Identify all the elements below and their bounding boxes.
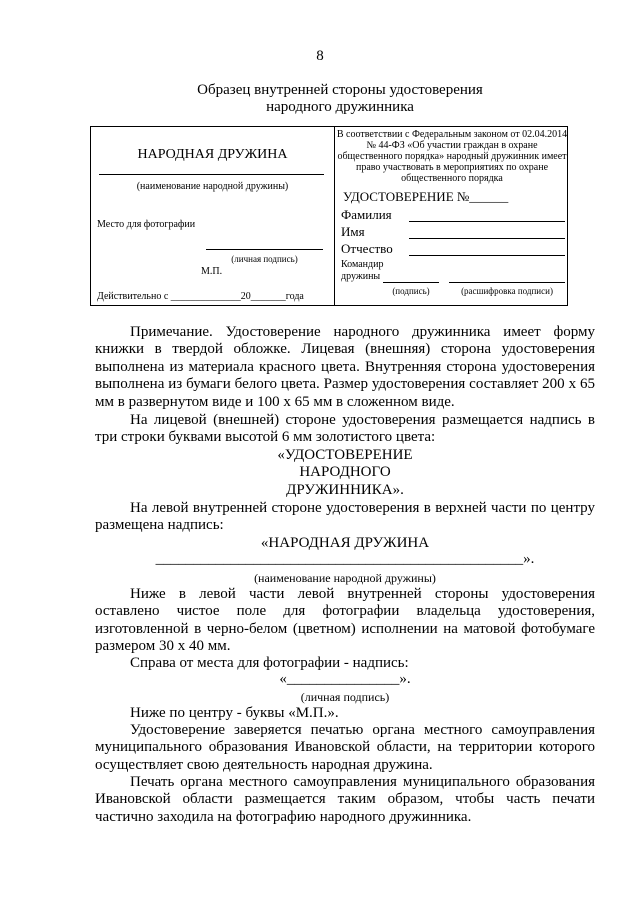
cert-surname-line <box>409 221 565 222</box>
cert-commander-signature-caption: (подпись) <box>392 286 430 296</box>
page-title-line-1: Образец внутренней стороны удостоверения <box>197 82 483 98</box>
paragraph-seal: Удостоверение заверяется печатью органа местного самоуправления муниципального образования Ивановской области, на территории которого осуществляет свою деятельность народная дружина. <box>95 722 595 773</box>
cert-stamp-place: М.П. <box>201 266 223 277</box>
paragraph-left-side: На левой внутренней стороне удостоверения в верхней части по центру размещена надпись: <box>95 500 595 534</box>
cert-valid-until: Действительно с ______________20_______года <box>97 291 304 302</box>
cert-commander-decode-line <box>449 282 565 283</box>
page-number: 8 <box>316 48 324 64</box>
cert-commander-decode-caption: (расшифровка подписи) <box>461 286 553 296</box>
cert-squad-name-caption: (наименование народной дружины) <box>136 181 289 192</box>
cover-line-2: НАРОДНОГО <box>299 464 391 480</box>
cert-surname-label: Фамилия <box>341 207 392 222</box>
paragraph-note: Примечание. Удостоверение народного дружинника имеет форму книжки в твердой обложке. Лицевая (внешняя) сторона удостоверения выполнена из материала красного цвета. Внутренняя сторона удостоверения выполнена из бумаги белого цвета. Размер удостоверения составляет 200 х 65 мм в развернутом виде и 100 х 65 мм в сложенном виде. <box>95 324 595 410</box>
cert-squad-name-line <box>99 174 324 175</box>
cert-name-line <box>409 238 565 239</box>
cert-commander-label: Командир <box>341 259 384 270</box>
inscription-caption: (наименование народной дружины) <box>254 571 436 585</box>
cert-patronymic-label: Отчество <box>341 241 393 256</box>
paragraph-photo: Ниже в левой части левой внутренней стороны удостоверения оставлено чистое поле для фотографии владельца удостоверения, изготовленной в черно-белом (цветном) исполнении на матовой фотобумаге размером 30 х 40 мм. <box>95 586 595 655</box>
signature-blank: «_______________». <box>279 671 411 687</box>
inscription-line-1: «НАРОДНАЯ ДРУЖИНА <box>260 535 430 551</box>
certificate-sample <box>90 126 568 306</box>
cover-line-3: ДРУЖИННИКА». <box>286 482 404 498</box>
cover-line-1: «УДОСТОВЕРЕНИЕ <box>277 447 413 463</box>
signature-caption: (личная подпись) <box>300 690 390 704</box>
paragraph-seal-placement: Печать органа местного самоуправления муниципального образования Ивановской области размещается таким образом, чтобы часть печати частично заходила на фотографию народного дружинника. <box>95 774 595 825</box>
cert-signature-line <box>206 249 323 250</box>
cert-patronymic-line <box>409 255 565 256</box>
paragraph-cover-inscription: На лицевой (внешней) стороне удостоверения размещается надпись в три строки буквами высотой 6 мм золотистого цвета: <box>95 412 595 446</box>
cert-number-title: УДОСТОВЕРЕНИЕ №______ <box>343 189 509 204</box>
cert-signature-caption: (личная подпись) <box>231 254 298 264</box>
cert-photo-placeholder: Место для фотографии <box>97 219 196 230</box>
paragraph-signature-place: Справа от места для фотографии - надпись: <box>130 655 409 671</box>
cert-commander-signature-line <box>383 282 439 283</box>
paragraph-stamp-letters: Ниже по центру - буквы «М.П.». <box>130 705 339 721</box>
inscription-line-2: _________________________________________________». <box>155 551 535 567</box>
page-title-line-2: народного дружинника <box>266 99 414 115</box>
cert-left-title: НАРОДНАЯ ДРУЖИНА <box>137 147 288 162</box>
cert-squad-label: дружины <box>341 271 381 282</box>
cert-law-text: В соответствии с Федеральным законом от 02.04.2014 № 44-ФЗ «Об участии граждан в охране общественного порядка» народный дружинник имеет право участвовать в мероприятиях по охране общественного порядка <box>336 129 568 184</box>
cert-name-label: Имя <box>341 224 365 239</box>
